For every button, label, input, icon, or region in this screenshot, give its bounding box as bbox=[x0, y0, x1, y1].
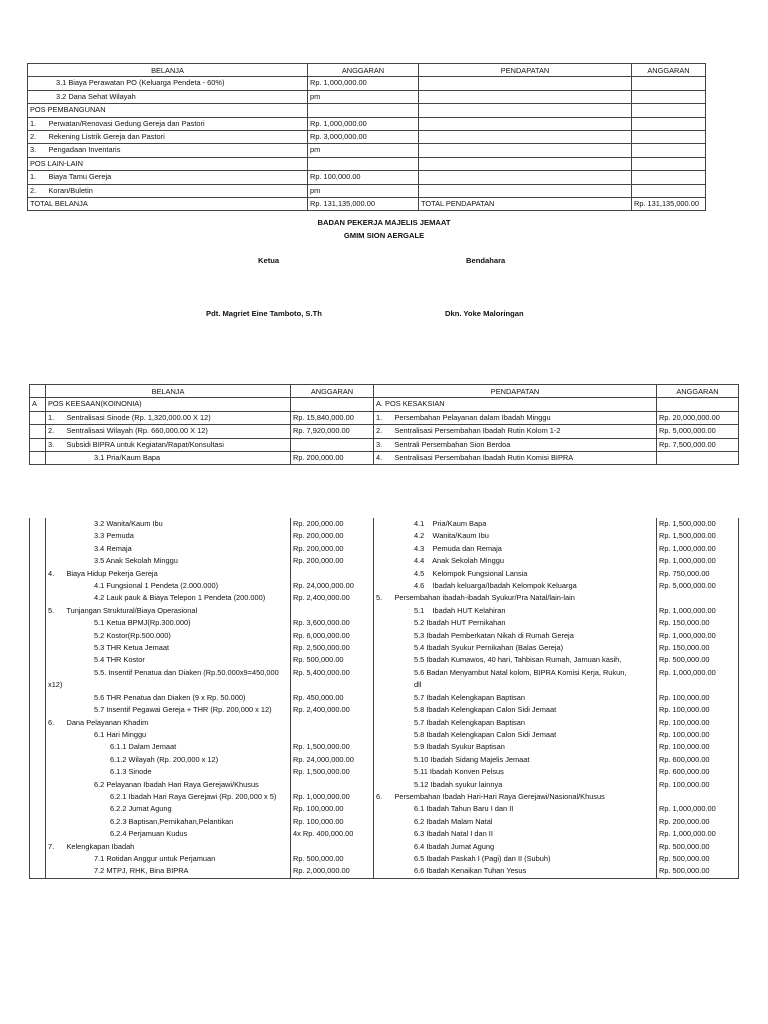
table-row: 5. Tunjangan Struktural/Biaya Operasional 5.1 Ibadah HUT Kelahiran Rp. 1,000,000.00 bbox=[30, 605, 739, 617]
header-belanja: BELANJA bbox=[46, 385, 291, 398]
header-pendapatan: PENDAPATAN bbox=[419, 64, 632, 77]
table-row: 2. Rekening Listrik Gereja dan Pastori Rp. 3,000,000.00 bbox=[28, 131, 706, 144]
table-row: 5.5. Insentif Penatua dan Diaken (Rp.50.000x9=450,000 Rp. 5,400,000.00 5.6 Badan Menyambut Natal kolom, BIPRA Komisi Kerja, Rukun, Rp. 1,000,000.00 bbox=[30, 667, 739, 679]
header-pendapatan: PENDAPATAN bbox=[374, 385, 657, 398]
table-row: 2. Koran/Buletin pm bbox=[28, 184, 706, 197]
header-belanja: BELANJA bbox=[28, 64, 308, 77]
table-row: 3.3 Pemuda Rp. 200,000.00 4.2 Wanita/Kaum Ibu Rp. 1,500,000.00 bbox=[30, 530, 739, 542]
table-row: 4. Biaya Hidup Pekerja Gereja 4.5 Kelompok Fungsional Lansia Rp. 750,000.00 bbox=[30, 568, 739, 580]
org-subname: GMIM SION AERGALE bbox=[343, 231, 425, 240]
table-row: 3.5 Anak Sekolah Minggu Rp. 200,000.00 4.4 Anak Sekolah Minggu Rp. 1,000,000.00 bbox=[30, 555, 739, 567]
table-row: 7.2 MTPJ, RHK, Bina BIPRA Rp. 2,000,000.00 6.6 Ibadah Kenaikan Tuhan Yesus Rp. 500,000.00 bbox=[30, 865, 739, 878]
table-row: 7. Kelengkapan Ibadah 6.4 Ibadah Jumat Agung Rp. 500,000.00 bbox=[30, 841, 739, 853]
signer-bendahara: Dkn. Yoke Maloringan bbox=[445, 309, 524, 318]
table-header-row bbox=[30, 385, 739, 398]
header-anggaran: ANGGARAN bbox=[657, 385, 739, 398]
table-row: POS LAIN-LAIN bbox=[28, 157, 706, 170]
table-row: 6.2.1 Ibadah Hari Raya Gerejawi (Rp. 200,000 x 5) Rp. 1,000,000.00 6. Persembahan Ibadah Hari-Hari Raya Gerejawi/Nasional/Khusus bbox=[30, 791, 739, 803]
table-row: 2. Sentralisasi Wilayah (Rp. 660,000.00 X 12) Rp. 7,920,000.00 2. Sentralisasi Persembahan Ibadah Rutin Kolom 1-2 Rp. 5,000,000.00 bbox=[30, 425, 739, 438]
table-row: 5.2 Kostor(Rp.500.000) Rp. 6,000,000.00 5.3 Ibadah Pemberkatan Nikah di Rumah Gereja Rp. 1,000,000.00 bbox=[30, 630, 739, 642]
table-row: 6.1 Hari Minggu 5.8 Ibadah Kelengkapan Calon Sidi Jemaat Rp. 100,000.00 bbox=[30, 729, 739, 741]
table-row: 3.4 Remaja Rp. 200,000.00 4.3 Pemuda dan Remaja Rp. 1,000,000.00 bbox=[30, 543, 739, 555]
table-row: 3. Subsidi BIPRA untuk Kegiatan/Rapat/Konsultasi 3. Sentrali Persembahan Sion Berdoa Rp. 7,500,000.00 bbox=[30, 438, 739, 451]
table-row: 6.2.2 Jumat Agung Rp. 100,000.00 6.1 Ibadah Tahun Baru I dan II Rp. 1,000,000.00 bbox=[30, 803, 739, 815]
header-anggaran: ANGGARAN bbox=[291, 385, 374, 398]
table-row: 7.1 Rotidan Anggur untuk Perjamuan Rp. 500,000.00 6.5 Ibadah Paskah I (Pagi) dan II (Subuh) Rp. 500,000.00 bbox=[30, 853, 739, 865]
table-row: 6.2 Pelayanan Ibadah Hari Raya Gerejawi/Khusus 5.12 Ibadah syukur lainnya Rp. 100,000.00 bbox=[30, 779, 739, 791]
table-row: 6.1.3 Sinode Rp. 1,500,000.00 5.11 Ibadah Konven Pelsus Rp. 600,000.00 bbox=[30, 766, 739, 778]
table-row: 6.2.4 Perjamuan Kudus 4x Rp. 400,000.00 6.3 Ibadah Natal I dan II Rp. 1,000,000.00 bbox=[30, 828, 739, 840]
table-row: 3.2 Wanita/Kaum Ibu Rp. 200,000.00 4.1 Pria/Kaum Bapa Rp. 1,500,000.00 bbox=[30, 518, 739, 530]
header-anggaran: ANGGARAN bbox=[632, 64, 706, 77]
table-row: 1. Perwatan/Renovasi Gedung Gereja dan Pastori Rp. 1,000,000.00 bbox=[28, 117, 706, 130]
table-header-row bbox=[28, 64, 706, 77]
org-name: BADAN PEKERJA MAJELIS JEMAAT bbox=[317, 218, 451, 227]
table-row: 5.7 Insentif Pegawai Gereja + THR (Rp. 200,000 x 12) Rp. 2,400,000.00 5.8 Ibadah Kelengkapan Calon Sidi Jemaat Rp. 100,000.00 bbox=[30, 704, 739, 716]
table-row: POS PEMBANGUNAN bbox=[28, 104, 706, 117]
table-row: 6. Dana Pelayanan Khadim 5.7 Ibadah Kelengkapan Baptisan Rp. 100,000.00 bbox=[30, 717, 739, 729]
budget-table-continued bbox=[29, 518, 739, 879]
table-row: 3. Pengadaan Inventaris pm bbox=[28, 144, 706, 157]
table-row: 5.1 Ketua BPMJ(Rp.300.000) Rp. 3,600,000.00 5.2 Ibadah HUT Pernikahan Rp. 150,000.00 bbox=[30, 617, 739, 629]
table-row: 6.1.1 Dalam Jemaat Rp. 1,500,000.00 5.9 Ibadah Syukur Baptisan Rp. 100,000.00 bbox=[30, 741, 739, 753]
header-anggaran: ANGGARAN bbox=[308, 64, 419, 77]
role-bendahara: Bendahara bbox=[466, 256, 506, 265]
total-row: TOTAL BELANJA Rp. 131,135,000.00 TOTAL PENDAPATAN Rp. 131,135,000.00 bbox=[28, 198, 706, 211]
budget-table-top bbox=[27, 63, 706, 211]
table-row: 4.1 Fungsional 1 Pendeta (2.000.000) Rp. 24,000,000.00 4.6 Ibadah keluarga/Ibadah Kelompok Keluarga Rp. 5,000,000.00 bbox=[30, 580, 739, 592]
table-row: 6.2.3 Baptisan,Pernikahan,Pelantikan Rp. 100,000.00 6.2 Ibadah Malam Natal Rp. 200,000.00 bbox=[30, 816, 739, 828]
table-row: 5.3 THR Ketua Jemaat Rp. 2,500,000.00 5.4 Ibadah Syukur Pernikahan (Balas Gereja) Rp. 150,000.00 bbox=[30, 642, 739, 654]
table-row: 4.2 Lauk pauk & Biaya Telepon 1 Pendeta (200.000) Rp. 2,400,000.00 5. Persembahan ibadah-ibadah Syukur/Pra Natal/lain-lain bbox=[30, 592, 739, 604]
table-row: A POS KEESAAN(KOINONIA) A. POS KESAKSIAN bbox=[30, 398, 739, 411]
role-ketua: Ketua bbox=[258, 256, 280, 265]
table-row: 3.1 Pria/Kaum Bapa Rp. 200,000.00 4. Sentralisasi Persembahan Ibadah Rutin Komisi BIPRA bbox=[30, 452, 739, 465]
table-row: 1. Sentralisasi Sinode (Rp. 1,320,000.00 X 12) Rp. 15,840,000.00 1. Persembahan Pelayanan dalam Ibadah Minggu Rp. 20,000,000.00 bbox=[30, 411, 739, 424]
table-row: 5.4 THR Kostor Rp. 500,000.00 5.5 Ibadah Kumawos, 40 hari, Tahbisan Rumah, Jamuan kasih, Rp. 500,000.00 bbox=[30, 654, 739, 666]
budget-table-page-start bbox=[29, 384, 739, 465]
table-row: x12) dll bbox=[30, 679, 739, 691]
table-row: 1. Biaya Tamu Gereja Rp. 100,000.00 bbox=[28, 171, 706, 184]
table-row: 6.1.2 Wilayah (Rp. 200,000 x 12) Rp. 24,000,000.00 5.10 Ibadah Sidang Majelis Jemaat Rp. 600,000.00 bbox=[30, 754, 739, 766]
table-row: 3.2 Dana Sehat Wilayah pm bbox=[28, 90, 706, 103]
signer-ketua: Pdt. Magriet Eine Tamboto, S.Th bbox=[206, 309, 322, 318]
table-row: 3.1 Biaya Perawatan PO (Keluarga Pendeta - 60%) Rp. 1,000,000.00 bbox=[28, 77, 706, 90]
table-row: 5.6 THR Penatua dan Diaken (9 x Rp. 50.000) Rp. 450,000.00 5.7 Ibadah Kelengkapan Baptisan Rp. 100,000.00 bbox=[30, 692, 739, 704]
